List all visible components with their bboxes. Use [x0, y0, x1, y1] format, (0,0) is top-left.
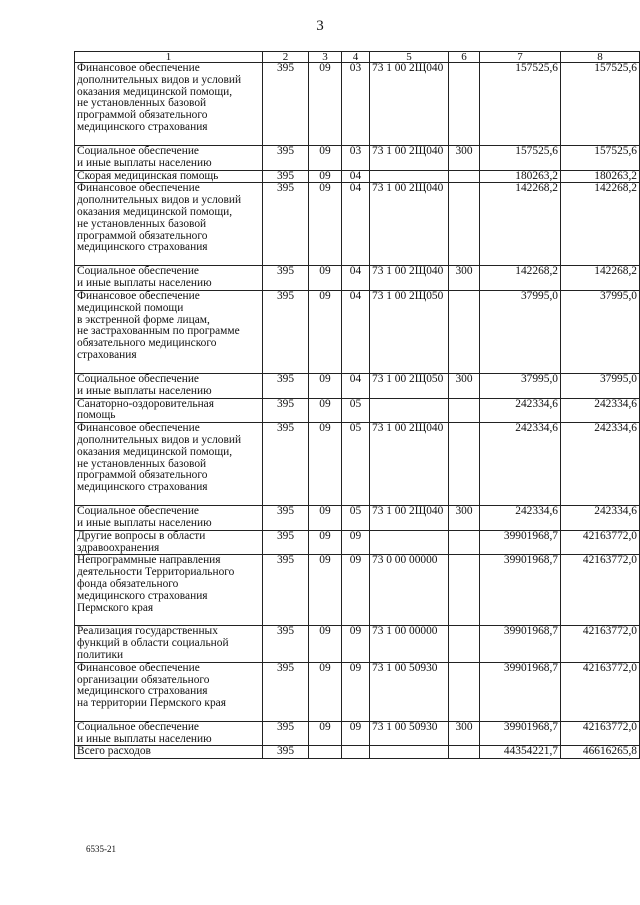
admin-code-cell: 395	[263, 721, 309, 746]
section-cell: 09	[309, 506, 342, 531]
expense-type-cell: 300	[449, 506, 480, 531]
subsection-cell: 09	[342, 626, 370, 662]
target-article-cell: 73 1 00 2Щ050	[370, 373, 449, 398]
target-article-cell: 73 1 00 2Щ040	[370, 63, 449, 146]
target-article-cell: 73 1 00 2Щ040	[370, 423, 449, 506]
subsection-cell: 04	[342, 170, 370, 183]
target-article-cell	[370, 398, 449, 423]
amount-year2-cell: 157525,6	[561, 146, 640, 171]
section-cell: 09	[309, 63, 342, 146]
target-article-cell	[370, 530, 449, 555]
amount-year1-cell: 39901968,7	[480, 662, 561, 721]
target-article-cell: 73 1 00 2Щ040	[370, 506, 449, 531]
amount-year1-cell: 242334,6	[480, 506, 561, 531]
subsection-cell: 04	[342, 290, 370, 373]
target-article-cell: 73 1 00 50930	[370, 662, 449, 721]
target-article-cell: 73 1 00 2Щ040	[370, 266, 449, 291]
column-header: 1	[75, 52, 263, 63]
amount-year2-cell: 42163772,0	[561, 555, 640, 626]
amount-year1-cell: 39901968,7	[480, 626, 561, 662]
item-name-cell	[75, 555, 263, 626]
expense-type-cell	[449, 398, 480, 423]
section-cell: 09	[309, 721, 342, 746]
table-row	[75, 423, 640, 506]
admin-code-cell: 395	[263, 290, 309, 373]
admin-code-cell: 395	[263, 506, 309, 531]
table-row	[75, 170, 640, 183]
admin-code-cell: 395	[263, 373, 309, 398]
amount-year2-cell: 37995,0	[561, 290, 640, 373]
expense-type-cell	[449, 530, 480, 555]
subsection-cell: 09	[342, 721, 370, 746]
subsection-cell: 03	[342, 146, 370, 171]
item-name-text: Социальное обеспечение и иные выплаты населению	[77, 145, 212, 169]
item-name-cell	[75, 266, 263, 291]
amount-year1-cell: 157525,6	[480, 146, 561, 171]
section-cell: 09	[309, 146, 342, 171]
item-name-cell	[75, 662, 263, 721]
expense-type-cell	[449, 63, 480, 146]
item-name-text: Санаторно-оздоровительная помощь	[77, 397, 214, 422]
item-name-cell	[75, 506, 263, 531]
amount-year1-cell: 37995,0	[480, 373, 561, 398]
amount-year1-cell: 39901968,7	[480, 721, 561, 746]
item-name-cell	[75, 170, 263, 183]
item-name-cell	[75, 423, 263, 506]
item-name-text: Социальное обеспечение и иные выплаты населению	[77, 720, 212, 745]
item-name-text: Социальное обеспечение и иные выплаты населению	[77, 505, 212, 529]
item-name-cell	[75, 183, 263, 266]
budget-table	[74, 51, 640, 759]
column-header: 3	[309, 52, 342, 63]
item-name-cell	[75, 290, 263, 373]
item-name-text: Финансовое обеспечение дополнительных видов и условий оказания медицинской помощи, не установленных базовой программой обязательного медицинского страхования	[77, 422, 242, 494]
table-row	[75, 373, 640, 398]
admin-code-cell: 395	[263, 423, 309, 506]
subsection-cell: 05	[342, 506, 370, 531]
subsection-cell: 04	[342, 183, 370, 266]
section-cell: 09	[309, 626, 342, 662]
table-row	[75, 63, 640, 146]
amount-year1-cell: 44354221,7	[480, 746, 561, 759]
table-row	[75, 398, 640, 423]
item-name-text: Всего расходов	[77, 745, 151, 758]
item-name-text: Реализация государственных функций в области социальной политики	[77, 625, 229, 661]
expense-type-cell	[449, 626, 480, 662]
page-number: 3	[316, 18, 324, 34]
section-cell: 09	[309, 530, 342, 555]
target-article-cell: 73 1 00 00000	[370, 626, 449, 662]
amount-year2-cell: 242334,6	[561, 398, 640, 423]
item-name-text: Непрограммные направления деятельности Территориального фонда обязательного медицинского страхования Пермского края	[77, 554, 235, 614]
item-name-text: Финансовое обеспечение дополнительных видов и условий оказания медицинской помощи, не установленных базовой программой обязательного медицинского страхования	[77, 182, 242, 254]
target-article-cell: 73 0 00 00000	[370, 555, 449, 626]
target-article-cell: 73 1 00 2Щ040	[370, 183, 449, 266]
section-cell: 09	[309, 373, 342, 398]
amount-year2-cell: 42163772,0	[561, 721, 640, 746]
item-name-cell	[75, 626, 263, 662]
amount-year1-cell: 180263,2	[480, 170, 561, 183]
table-row	[75, 721, 640, 746]
amount-year1-cell: 37995,0	[480, 290, 561, 373]
table-row	[75, 146, 640, 171]
table-row	[75, 290, 640, 373]
expense-type-cell	[449, 290, 480, 373]
item-name-cell	[75, 373, 263, 398]
expense-type-cell	[449, 170, 480, 183]
column-header: 5	[370, 52, 449, 63]
item-name-cell	[75, 146, 263, 171]
amount-year2-cell: 142268,2	[561, 266, 640, 291]
item-name-text: Социальное обеспечение и иные выплаты населению	[77, 265, 212, 290]
amount-year2-cell: 242334,6	[561, 423, 640, 506]
column-header: 8	[561, 52, 640, 63]
expense-type-cell	[449, 746, 480, 759]
admin-code-cell: 395	[263, 170, 309, 183]
subsection-cell: 03	[342, 63, 370, 146]
section-cell: 09	[309, 183, 342, 266]
table-header-row	[75, 52, 640, 63]
expense-type-cell: 300	[449, 266, 480, 291]
table-row	[75, 506, 640, 531]
document-code: 6535-21	[86, 844, 116, 854]
amount-year2-cell: 42163772,0	[561, 530, 640, 555]
item-name-text: Финансовое обеспечение дополнительных видов и условий оказания медицинской помощи, не установленных базовой программой обязательного медицинского страхования	[77, 62, 242, 133]
table-row	[75, 626, 640, 662]
amount-year2-cell: 157525,6	[561, 63, 640, 146]
admin-code-cell: 395	[263, 626, 309, 662]
subsection-cell: 05	[342, 398, 370, 423]
amount-year2-cell: 42163772,0	[561, 626, 640, 662]
table-row	[75, 530, 640, 555]
expense-type-cell	[449, 183, 480, 266]
admin-code-cell: 395	[263, 662, 309, 721]
item-name-text: Социальное обеспечение и иные выплаты населению	[77, 372, 212, 397]
expense-type-cell	[449, 423, 480, 506]
amount-year1-cell: 242334,6	[480, 398, 561, 423]
amount-year1-cell: 39901968,7	[480, 530, 561, 555]
expense-type-cell: 300	[449, 721, 480, 746]
target-article-cell	[370, 170, 449, 183]
amount-year2-cell: 46616265,8	[561, 746, 640, 759]
admin-code-cell: 395	[263, 266, 309, 291]
section-cell: 09	[309, 170, 342, 183]
subsection-cell: 05	[342, 423, 370, 506]
table-row	[75, 266, 640, 291]
item-name-text: Финансовое обеспечение медицинской помощи в экстренной форме лицам, не застрахованным по программе обязательного медицинского страхования	[77, 289, 240, 361]
section-cell: 09	[309, 398, 342, 423]
item-name-text: Финансовое обеспечение организации обязательного медицинского страхования на территории Пермского края	[77, 661, 226, 710]
subsection-cell: 04	[342, 266, 370, 291]
table-row	[75, 555, 640, 626]
target-article-cell: 73 1 00 2Щ050	[370, 290, 449, 373]
admin-code-cell: 395	[263, 63, 309, 146]
subsection-cell: 09	[342, 530, 370, 555]
section-cell: 09	[309, 423, 342, 506]
item-name-cell	[75, 63, 263, 146]
target-article-cell: 73 1 00 50930	[370, 721, 449, 746]
table-row	[75, 662, 640, 721]
subsection-cell	[342, 746, 370, 759]
amount-year1-cell: 142268,2	[480, 183, 561, 266]
column-header: 4	[342, 52, 370, 63]
expense-type-cell: 300	[449, 146, 480, 171]
amount-year2-cell: 242334,6	[561, 506, 640, 531]
item-name-cell	[75, 530, 263, 555]
column-header: 7	[480, 52, 561, 63]
admin-code-cell: 395	[263, 183, 309, 266]
section-cell: 09	[309, 662, 342, 721]
table-row	[75, 746, 640, 759]
amount-year1-cell: 39901968,7	[480, 555, 561, 626]
admin-code-cell: 395	[263, 398, 309, 423]
section-cell: 09	[309, 266, 342, 291]
amount-year1-cell: 157525,6	[480, 63, 561, 146]
item-name-text: Другие вопросы в области здравоохранения	[77, 529, 206, 554]
table-row	[75, 183, 640, 266]
column-header: 6	[449, 52, 480, 63]
admin-code-cell: 395	[263, 146, 309, 171]
subsection-cell: 09	[342, 662, 370, 721]
column-header: 2	[263, 52, 309, 63]
admin-code-cell: 395	[263, 530, 309, 555]
item-name-cell	[75, 746, 263, 759]
item-name-cell	[75, 398, 263, 423]
expense-type-cell	[449, 555, 480, 626]
amount-year2-cell: 142268,2	[561, 183, 640, 266]
section-cell: 09	[309, 555, 342, 626]
target-article-cell	[370, 746, 449, 759]
amount-year1-cell: 242334,6	[480, 423, 561, 506]
subsection-cell: 09	[342, 555, 370, 626]
admin-code-cell: 395	[263, 746, 309, 759]
target-article-cell: 73 1 00 2Щ040	[370, 146, 449, 171]
amount-year2-cell: 42163772,0	[561, 662, 640, 721]
amount-year2-cell: 37995,0	[561, 373, 640, 398]
section-cell	[309, 746, 342, 759]
item-name-text: Скорая медицинская помощь	[77, 169, 219, 182]
item-name-cell	[75, 721, 263, 746]
admin-code-cell: 395	[263, 555, 309, 626]
section-cell: 09	[309, 290, 342, 373]
amount-year1-cell: 142268,2	[480, 266, 561, 291]
subsection-cell: 04	[342, 373, 370, 398]
amount-year2-cell: 180263,2	[561, 170, 640, 183]
expense-type-cell: 300	[449, 373, 480, 398]
expense-type-cell	[449, 662, 480, 721]
